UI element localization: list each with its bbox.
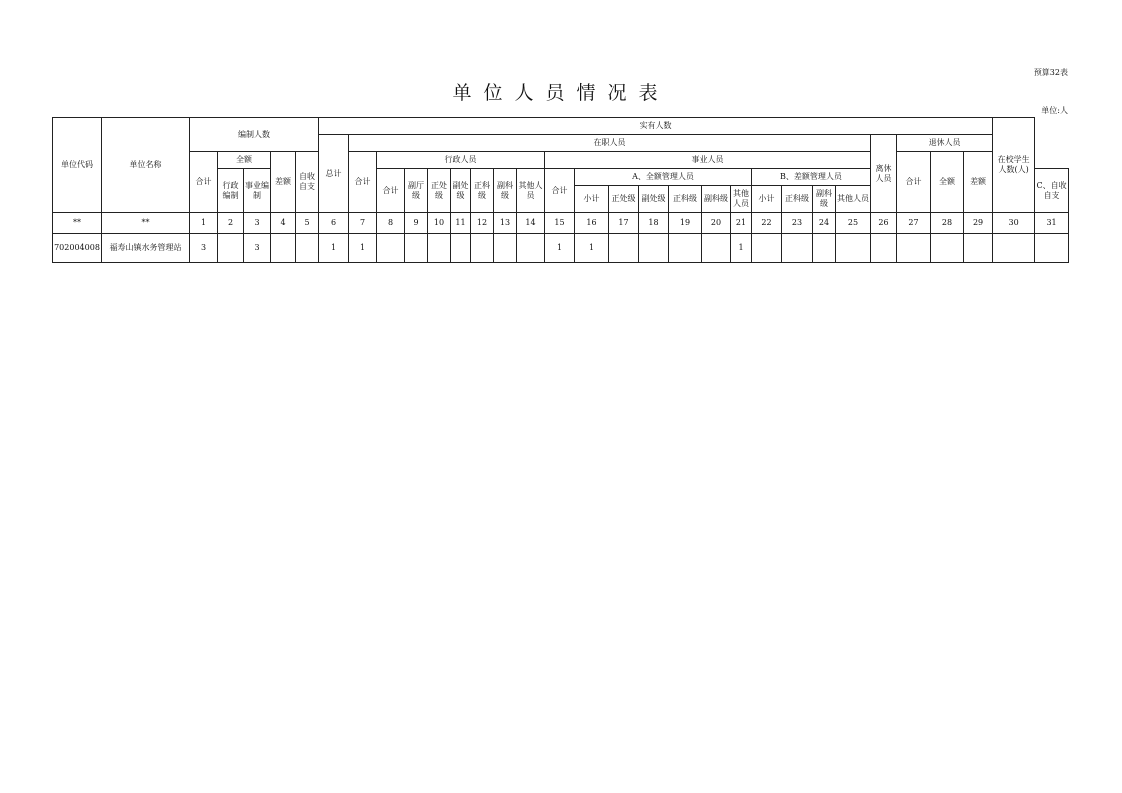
index-cell: 29 bbox=[964, 213, 993, 234]
index-cell: 26 bbox=[871, 213, 897, 234]
value-cell: 1 bbox=[319, 234, 349, 263]
value-cell bbox=[702, 234, 731, 263]
value-cell bbox=[871, 234, 897, 263]
header-tuixiu-heji: 合计 bbox=[897, 152, 931, 213]
header-shiyou: 实有人数 bbox=[319, 118, 993, 135]
unit-name-cell: 福寿山镇水务管理站 bbox=[102, 234, 190, 263]
page-title: 单位人员情况表 bbox=[452, 82, 670, 104]
table-row bbox=[53, 234, 1069, 263]
value-cell bbox=[271, 234, 296, 263]
header-xz-zhengchu: 正处级 bbox=[428, 169, 451, 213]
index-cell: 27 bbox=[897, 213, 931, 234]
index-cell: 9 bbox=[405, 213, 428, 234]
header-bianzhi-quane: 全额 bbox=[218, 152, 271, 169]
header-a-quane: A、全额管理人员 bbox=[575, 169, 752, 186]
header-tuixiu-chae: 差额 bbox=[964, 152, 993, 213]
header-a-zhengke: 正科级 bbox=[669, 186, 702, 213]
header-bianzhi-heji: 合计 bbox=[190, 152, 218, 213]
header-zaizhi: 在职人员 bbox=[349, 135, 871, 152]
header-xz-fuke: 副科级 bbox=[494, 169, 517, 213]
header-a-fuchu: 副处级 bbox=[639, 186, 669, 213]
index-cell: 28 bbox=[931, 213, 964, 234]
value-cell bbox=[782, 234, 813, 263]
value-cell: 1 bbox=[575, 234, 609, 263]
header-shiye-renyuan: 事业人员 bbox=[545, 152, 871, 169]
index-cell: 11 bbox=[451, 213, 471, 234]
index-cell: 10 bbox=[428, 213, 451, 234]
header-xz-fuchu: 副处级 bbox=[451, 169, 471, 213]
header-unit-name: 单位名称 bbox=[102, 118, 190, 213]
header-bianzhi: 编制人数 bbox=[190, 118, 319, 152]
header-students: 在校学生人数(人) bbox=[993, 118, 1035, 213]
value-cell bbox=[813, 234, 836, 263]
index-cell: 2 bbox=[218, 213, 244, 234]
header-zaizhi-heji: 合计 bbox=[349, 152, 377, 213]
value-cell bbox=[296, 234, 319, 263]
value-cell bbox=[377, 234, 405, 263]
header-lixiu: 离休人员 bbox=[871, 135, 897, 213]
header-xingzheng-renyuan: 行政人员 bbox=[377, 152, 545, 169]
index-cell: 7 bbox=[349, 213, 377, 234]
header-bianzhi-zishou: 自收自支 bbox=[296, 152, 319, 213]
value-cell bbox=[471, 234, 494, 263]
header-a-zhengchu: 正处级 bbox=[609, 186, 639, 213]
value-cell: 3 bbox=[190, 234, 218, 263]
value-cell bbox=[218, 234, 244, 263]
value-cell bbox=[609, 234, 639, 263]
index-cell: ** bbox=[53, 213, 102, 234]
index-cell: 19 bbox=[669, 213, 702, 234]
index-cell: 30 bbox=[993, 213, 1035, 234]
header-unit-code: 单位代码 bbox=[53, 118, 102, 213]
unit-code-cell: 702004008 bbox=[53, 234, 102, 263]
header-tuixiu: 退休人员 bbox=[897, 135, 993, 152]
value-cell bbox=[451, 234, 471, 263]
index-cell: 22 bbox=[752, 213, 782, 234]
header-a-xiaoji: 小计 bbox=[575, 186, 609, 213]
value-cell: 1 bbox=[545, 234, 575, 263]
index-cell: 13 bbox=[494, 213, 517, 234]
header-b-chae: B、差额管理人员 bbox=[752, 169, 871, 186]
value-cell bbox=[494, 234, 517, 263]
header-b-xiaoji: 小计 bbox=[752, 186, 782, 213]
header-xz-zhengke: 正科级 bbox=[471, 169, 494, 213]
value-cell bbox=[931, 234, 964, 263]
form-number: 预算32表 bbox=[1033, 68, 1068, 77]
personnel-table bbox=[52, 117, 1069, 263]
value-cell bbox=[669, 234, 702, 263]
index-cell: 24 bbox=[813, 213, 836, 234]
index-cell: 1 bbox=[190, 213, 218, 234]
header-c-zishou: C、自收自支 bbox=[1035, 169, 1069, 213]
index-cell: 17 bbox=[609, 213, 639, 234]
header-b-qita: 其他人员 bbox=[836, 186, 871, 213]
index-cell: 16 bbox=[575, 213, 609, 234]
header-b-fuke: 副科级 bbox=[813, 186, 836, 213]
header-tuixiu-quane: 全额 bbox=[931, 152, 964, 213]
value-cell bbox=[517, 234, 545, 263]
value-cell bbox=[405, 234, 428, 263]
index-cell: 8 bbox=[377, 213, 405, 234]
index-cell: 18 bbox=[639, 213, 669, 234]
index-cell: ** bbox=[102, 213, 190, 234]
index-cell: 23 bbox=[782, 213, 813, 234]
index-cell: 6 bbox=[319, 213, 349, 234]
index-cell: 31 bbox=[1035, 213, 1069, 234]
header-xz-heji: 合计 bbox=[377, 169, 405, 213]
index-cell: 15 bbox=[545, 213, 575, 234]
index-cell: 5 bbox=[296, 213, 319, 234]
value-cell bbox=[1035, 234, 1069, 263]
index-cell: 12 bbox=[471, 213, 494, 234]
value-cell bbox=[639, 234, 669, 263]
value-cell: 1 bbox=[731, 234, 752, 263]
header-xz-futing: 副厅级 bbox=[405, 169, 428, 213]
value-cell bbox=[993, 234, 1035, 263]
value-cell bbox=[428, 234, 451, 263]
header-zongji: 总计 bbox=[319, 135, 349, 213]
index-cell: 14 bbox=[517, 213, 545, 234]
index-cell: 21 bbox=[731, 213, 752, 234]
value-cell bbox=[752, 234, 782, 263]
value-cell bbox=[964, 234, 993, 263]
index-cell: 3 bbox=[244, 213, 271, 234]
header-a-fuke: 副科级 bbox=[702, 186, 731, 213]
value-cell: 3 bbox=[244, 234, 271, 263]
header-bianzhi-chae: 差额 bbox=[271, 152, 296, 213]
header-sy-heji: 合计 bbox=[545, 169, 575, 213]
value-cell: 1 bbox=[349, 234, 377, 263]
header-b-zhengke: 正科级 bbox=[782, 186, 813, 213]
header-xz-qita: 其他人员 bbox=[517, 169, 545, 213]
header-xingzheng-bianzhi: 行政编制 bbox=[218, 169, 244, 213]
index-row bbox=[53, 213, 1069, 234]
index-cell: 25 bbox=[836, 213, 871, 234]
index-cell: 20 bbox=[702, 213, 731, 234]
header-shiye-bianzhi: 事业编制 bbox=[244, 169, 271, 213]
header-a-qita: 其他人员 bbox=[731, 186, 752, 213]
unit-label: 单位:人 bbox=[1041, 106, 1068, 115]
value-cell bbox=[836, 234, 871, 263]
value-cell bbox=[897, 234, 931, 263]
index-cell: 4 bbox=[271, 213, 296, 234]
